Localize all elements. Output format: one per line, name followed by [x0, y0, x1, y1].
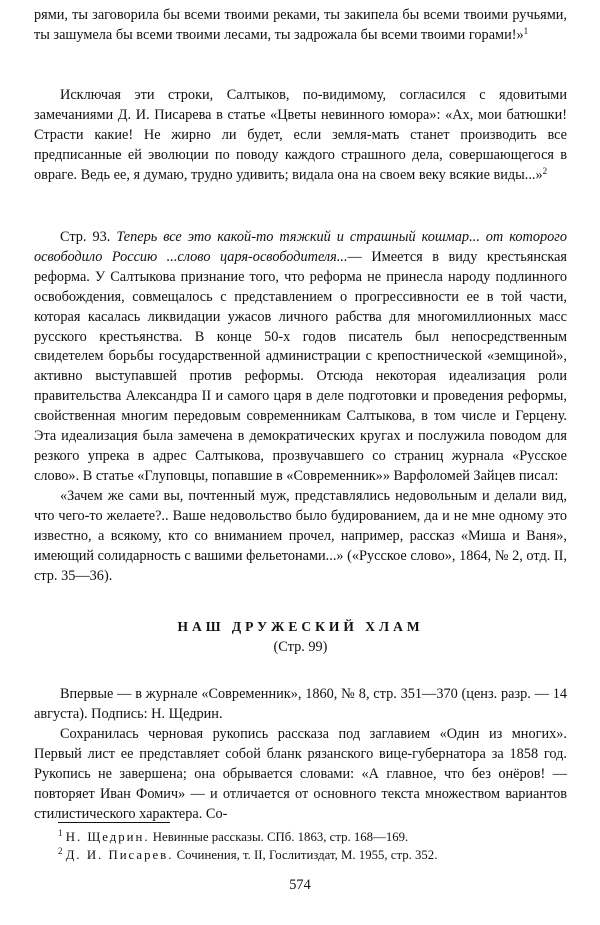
page-reference: Стр. 93.: [60, 229, 111, 245]
paragraph-pisarev: Исключая эти строки, Салтыков, по-видимому, согласился с ядовитыми замечаниями Д. И. Писарева в статье «Цветы невинного юмора»: «Ах, мои батюшки! Страсти какие! Не жирно ли будет, если земля-мать станет производить все предписанные ей эволюции по поводу каждого страшного дела, совершающегося в овраге. Ведь ее, я думаю, трудно удивить; видала она на своем веку всякие виды...»$^2$: [34, 87, 567, 183]
section-page-ref: (Стр. 99): [273, 639, 328, 655]
paragraph-continuation: рями, ты заговорила бы всеми твоими реками, ты закипела бы всеми твоими ручьями, ты зашумела бы всеми твоими лесами, ты задрожала бы всеми твоими горами!»$^1$: [34, 7, 567, 43]
footnote-author: Д. И. Писарев.: [65, 848, 174, 862]
footnote-divider: [58, 822, 170, 823]
page-number: 574: [289, 877, 311, 893]
footnote-ref: 1: [523, 25, 529, 36]
footnote-2: $^2$ Д. И. Писарев. Сочинения, т. II, Гослитиздат, М. 1955, стр. 352.: [58, 846, 438, 862]
paragraph-manuscript: Сохранилась черновая рукопись рассказа под заглавием «Один из многих». Первый лист ее представляет собой бланк рязанского вице-губернатора за 1858 год. Рукопись не завершена; она обрывается словами: «А главное, что без онёров! — повторяет Иван Фомич» — и отличается от основного текста множеством вариантов стилистического характера. Со-: [34, 726, 567, 822]
paragraph-commentary-p93: Стр. 93. Теперь все это какой-то тяжкий и страшный кошмар... от которого освободило Россию ...слово царя-освободителя...— Имеется в виду крестьянская реформа. У Салтыкова признание того, что реформа не принесла народу подлинного освобождения, совмещалось с представлением о прогрессивности ее в той части, которая касалась ликвидации ужасов личного рабства для многомиллионных масс русского крестьянства. В конце 50-х годов писатель был непосредственным свидетелем борьбы государственной администрации с крепостнической «земщиной», активно выступавшей против реформы. Отсюда некоторая идеализация роли правительства Александра II и самого царя в деле подготовки и проведения реформы, свойственная многим передовым современникам Салтыкова, в том числе и Герцену. Эта идеализация была замечена в демократических кругах и послужила поводом для резкого упрека в адрес Салтыкова, прозвучавшего со страниц журнала «Русское слово». В статье «Глуповцы, попавшие в «Современник»» Варфоломей Зайцев писал:: [34, 229, 568, 484]
footnote-ref: 2: [542, 165, 548, 176]
quoted-phrase: Теперь все это какой-то тяжкий и страшный кошмар... от которого освободило Россию ...слово царя-освободителя...: [34, 229, 568, 265]
footnote-author: Н. Щедрин.: [65, 830, 150, 844]
section-title: НАШ ДРУЖЕСКИЙ ХЛАМ: [177, 619, 424, 634]
footnote-1: $^1$ Н. Щедрин. Невинные рассказы. СПб. 1863, стр. 168—169.: [58, 828, 409, 844]
paragraph-first-published: Впервые — в журнале «Современник», 1860, № 8, стр. 351—370 (ценз. разр. — 14 августа). Подпись: Н. Щедрин.: [34, 686, 567, 722]
paragraph-zaitsev-quote: «Зачем же сами вы, почтенный муж, представлялись недовольным и делали вид, что чего-то желаете?.. Ваше недовольство было будированием, да и не мне одному это известно, а всякому, кто со вниманием прочел, например, рассказ «Миша и Ваня», имеющий солидарность с вашими фельетонами...» («Русское слово», 1864, № 2, отд. II, стр. 35—36).: [34, 488, 567, 584]
